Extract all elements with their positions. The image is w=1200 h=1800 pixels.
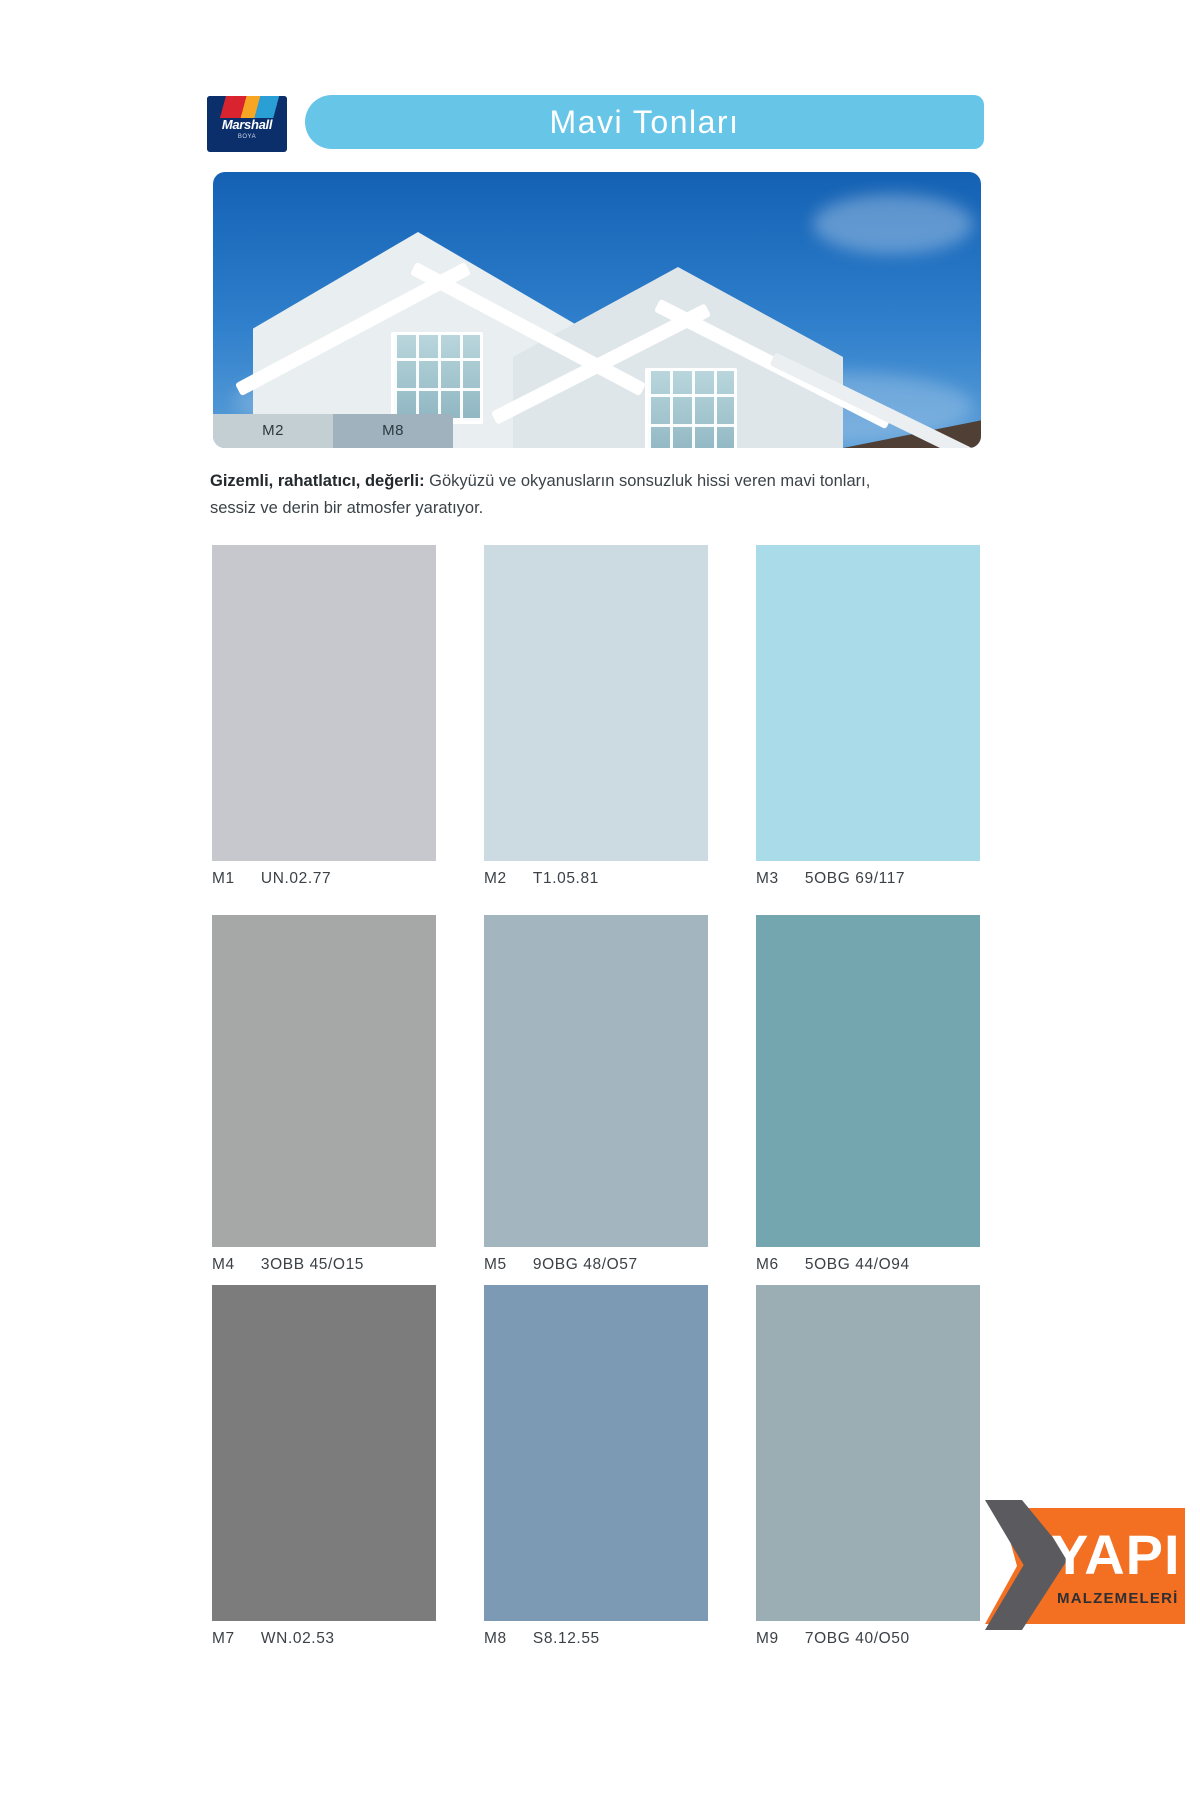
swatch-m5[interactable]: [484, 915, 708, 1283]
swatch-label-m9: [756, 1621, 980, 1657]
swatch-color-m7: [212, 1285, 436, 1621]
swatch-code-m9: M9: [756, 1630, 779, 1647]
house-window-right: [645, 368, 737, 448]
description-body: Gökyüzü ve okyanusların sonsuzluk hissi veren mavi tonları, sessiz ve derin bir atmosfer yaratıyor.: [210, 472, 871, 517]
swatch-label-m7: [212, 1621, 436, 1657]
swatch-name-m6: 5OBG 44/O94: [804, 1256, 910, 1273]
yapi-logo-text: YAPI: [1051, 1523, 1181, 1586]
swatch-m6[interactable]: [756, 915, 980, 1283]
header-banner: [305, 95, 984, 149]
photo-color-chip-m8: M8: [333, 414, 453, 448]
yapi-logo: [985, 1500, 1185, 1630]
page-header: [207, 95, 984, 149]
swatch-code-m8: M8: [484, 1630, 507, 1647]
swatch-name-m5: 9OBG 48/O57: [532, 1256, 638, 1273]
marshall-logo-tagline: BOYA: [237, 134, 257, 140]
swatch-code-m7: M7: [212, 1630, 235, 1647]
swatch-m9[interactable]: [756, 1285, 980, 1657]
swatch-color-m5: [484, 915, 708, 1247]
swatch-m4[interactable]: [212, 915, 436, 1283]
swatch-name-m8: S8.12.55: [532, 1630, 600, 1647]
swatch-name-m7: WN.02.53: [260, 1630, 335, 1647]
swatch-label-m2: [484, 861, 708, 897]
swatch-label-m5: [484, 1247, 708, 1283]
swatch-label-m6: [756, 1247, 980, 1283]
photo-color-chip-m2: M2: [213, 414, 333, 448]
swatch-color-m8: [484, 1285, 708, 1621]
swatch-m3[interactable]: [756, 545, 980, 897]
swatch-name-m3: 5OBG 69/117: [804, 870, 906, 887]
swatch-code-m3: M3: [756, 870, 779, 887]
swatch-color-m6: [756, 915, 980, 1247]
swatch-label-m3: [756, 861, 980, 897]
swatch-code-m2: M2: [484, 870, 507, 887]
swatch-label-m4: [212, 1247, 436, 1283]
swatch-name-m9: 7OBG 40/O50: [804, 1630, 910, 1647]
swatch-color-m3: [756, 545, 980, 861]
yapi-logo-subtitle: MALZEMELERİ: [1057, 1590, 1179, 1607]
swatch-m7[interactable]: [212, 1285, 436, 1657]
house-window-left: [391, 332, 483, 424]
swatch-code-m1: M1: [212, 870, 235, 887]
swatch-label-m8: [484, 1621, 708, 1657]
swatch-label-m1: [212, 861, 436, 897]
swatch-color-m4: [212, 915, 436, 1247]
swatch-color-m1: [212, 545, 436, 861]
swatch-code-m5: M5: [484, 1256, 507, 1273]
marshall-logo-swoosh: [207, 96, 287, 118]
swatch-name-m1: UN.02.77: [260, 870, 332, 887]
marshall-logo: [207, 96, 287, 152]
window-mullions: [394, 335, 480, 421]
cloud-icon: [813, 194, 973, 254]
house-photo: [213, 172, 981, 448]
window-mullions: [648, 371, 734, 448]
description-lead: Gizemli, rahatlatıcı, değerli:: [210, 472, 425, 490]
swatch-m1[interactable]: [212, 545, 436, 897]
description-text: [210, 468, 910, 522]
swatch-color-m2: [484, 545, 708, 861]
swatch-m8[interactable]: [484, 1285, 708, 1657]
swatch-color-m9: [756, 1285, 980, 1621]
swatch-name-m4: 3OBB 45/O15: [260, 1256, 365, 1273]
swatch-name-m2: T1.05.81: [532, 870, 599, 887]
marshall-logo-text: Marshall: [221, 117, 273, 132]
swatch-m2[interactable]: [484, 545, 708, 897]
page-title: Mavi Tonları: [549, 104, 740, 140]
swatch-code-m6: M6: [756, 1256, 779, 1273]
swatch-code-m4: M4: [212, 1256, 235, 1273]
